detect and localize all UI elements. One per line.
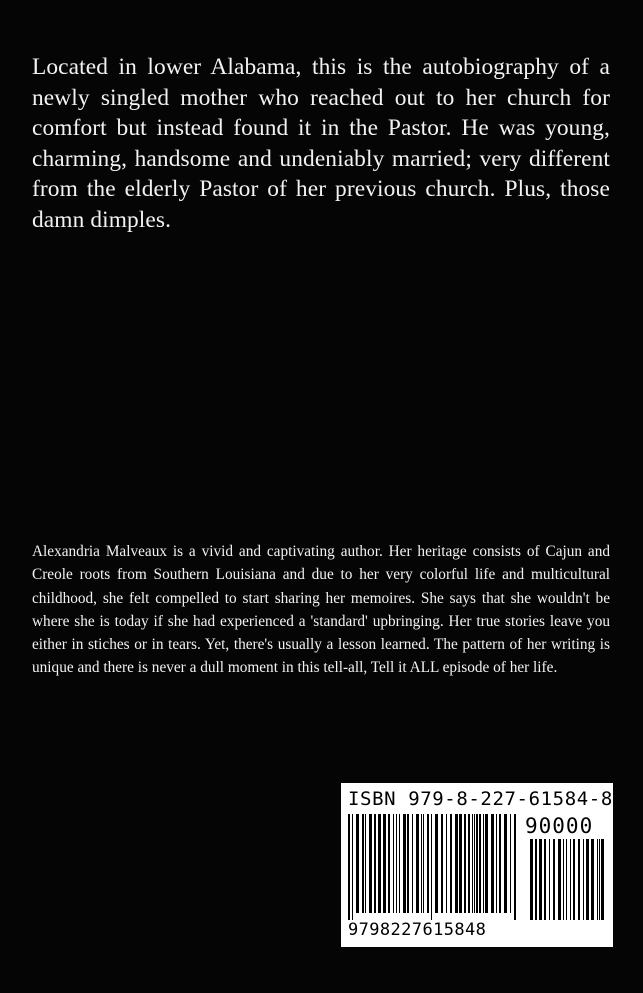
barcode-bar bbox=[514, 814, 516, 920]
barcode-bar bbox=[578, 839, 580, 920]
barcode-bar bbox=[388, 814, 390, 913]
barcode-bar bbox=[476, 814, 478, 913]
barcode-bar bbox=[365, 814, 366, 913]
barcode-bar bbox=[396, 814, 397, 913]
barcode-bar bbox=[535, 839, 537, 920]
barcode-bar bbox=[431, 814, 432, 920]
barcode-bar bbox=[407, 814, 409, 913]
barcode-bar bbox=[416, 814, 419, 913]
barcode-bar bbox=[423, 814, 424, 913]
barcode-bar bbox=[566, 839, 567, 920]
barcode-bar bbox=[399, 814, 400, 913]
barcode-bar bbox=[362, 814, 364, 913]
barcode-bar bbox=[563, 839, 564, 920]
barcode-bar bbox=[412, 814, 413, 913]
barcode-bar bbox=[583, 839, 584, 920]
barcode-bar bbox=[459, 814, 462, 913]
barcode-bar bbox=[599, 839, 600, 920]
barcode-bar bbox=[427, 814, 429, 913]
barcode-bar bbox=[455, 814, 458, 913]
barcode-bar bbox=[356, 814, 359, 913]
barcode-bar bbox=[374, 814, 376, 913]
book-blurb: Located in lower Alabama, this is the autobiography of a newly singled mother who reached out to her church for comfort but instead found it in the Pastor. He was young, charming, handsome and undeniably married; very different from the elderly Pastor of her previous church. Plus, those damn dimples. bbox=[32, 54, 610, 233]
barcode-bar bbox=[441, 814, 443, 913]
barcode-bar bbox=[601, 839, 604, 920]
barcode-bar bbox=[348, 814, 350, 920]
addon-barcode-bars bbox=[530, 839, 606, 920]
barcode-bar bbox=[383, 814, 386, 913]
barcode-bar bbox=[597, 839, 598, 920]
ean-digits: 9798227615848 bbox=[348, 920, 487, 940]
barcode-bar bbox=[499, 814, 501, 913]
barcode-bar bbox=[591, 839, 594, 920]
barcode-bar bbox=[510, 814, 511, 913]
barcode-bar bbox=[483, 814, 484, 913]
barcode-bar bbox=[504, 814, 507, 913]
barcode-bar bbox=[558, 839, 561, 920]
barcode-bar bbox=[472, 814, 473, 913]
barcode-bar bbox=[539, 839, 542, 920]
barcode-bar bbox=[479, 814, 481, 913]
barcode-bar bbox=[435, 814, 438, 913]
barcode-bar bbox=[549, 839, 550, 920]
barcode-bar bbox=[530, 839, 533, 920]
barcode-bar bbox=[573, 839, 575, 920]
barcode-bar bbox=[544, 839, 546, 920]
author-bio: Alexandria Malveaux is a vivid and captivating author. Her heritage consists of Cajun and Creole roots from Southern Louisiana and due to her very colorful life and multicultural childhood, she felt compelled to start sharing her memoires. She says that she wouldn't be where she is today if she had experienced a 'standard' upbringing. Her true stories leave you either in stiches or in tears. Yet, there's usually a lesson learned. The pattern of her writing is unique and there is never a dull moment in this tell-all, Tell it ALL episode of her life. bbox=[32, 543, 610, 677]
isbn-barcode-box bbox=[341, 783, 613, 947]
barcode-bar bbox=[421, 814, 422, 913]
barcode-bar bbox=[570, 839, 571, 920]
barcode-bar bbox=[378, 814, 381, 913]
barcode-bar bbox=[485, 814, 488, 913]
barcode-bar bbox=[403, 814, 406, 913]
barcode-bar bbox=[352, 814, 353, 920]
barcode-bar bbox=[464, 814, 466, 913]
barcode-bar bbox=[369, 814, 372, 913]
isbn-label: ISBN 979-8-227-61584-8 bbox=[348, 788, 613, 810]
price-addon-digits: 90000 bbox=[525, 814, 594, 838]
barcode-bar bbox=[586, 839, 589, 920]
barcode-bar bbox=[393, 814, 394, 913]
barcode-bar bbox=[553, 839, 555, 920]
ean-barcode-bars bbox=[348, 814, 516, 920]
barcode-bar bbox=[450, 814, 452, 913]
barcode-bar bbox=[474, 814, 475, 913]
barcode-bar bbox=[491, 814, 494, 913]
barcode-bar bbox=[496, 814, 497, 913]
barcode-bar bbox=[468, 814, 470, 913]
barcode-bar bbox=[446, 814, 447, 913]
